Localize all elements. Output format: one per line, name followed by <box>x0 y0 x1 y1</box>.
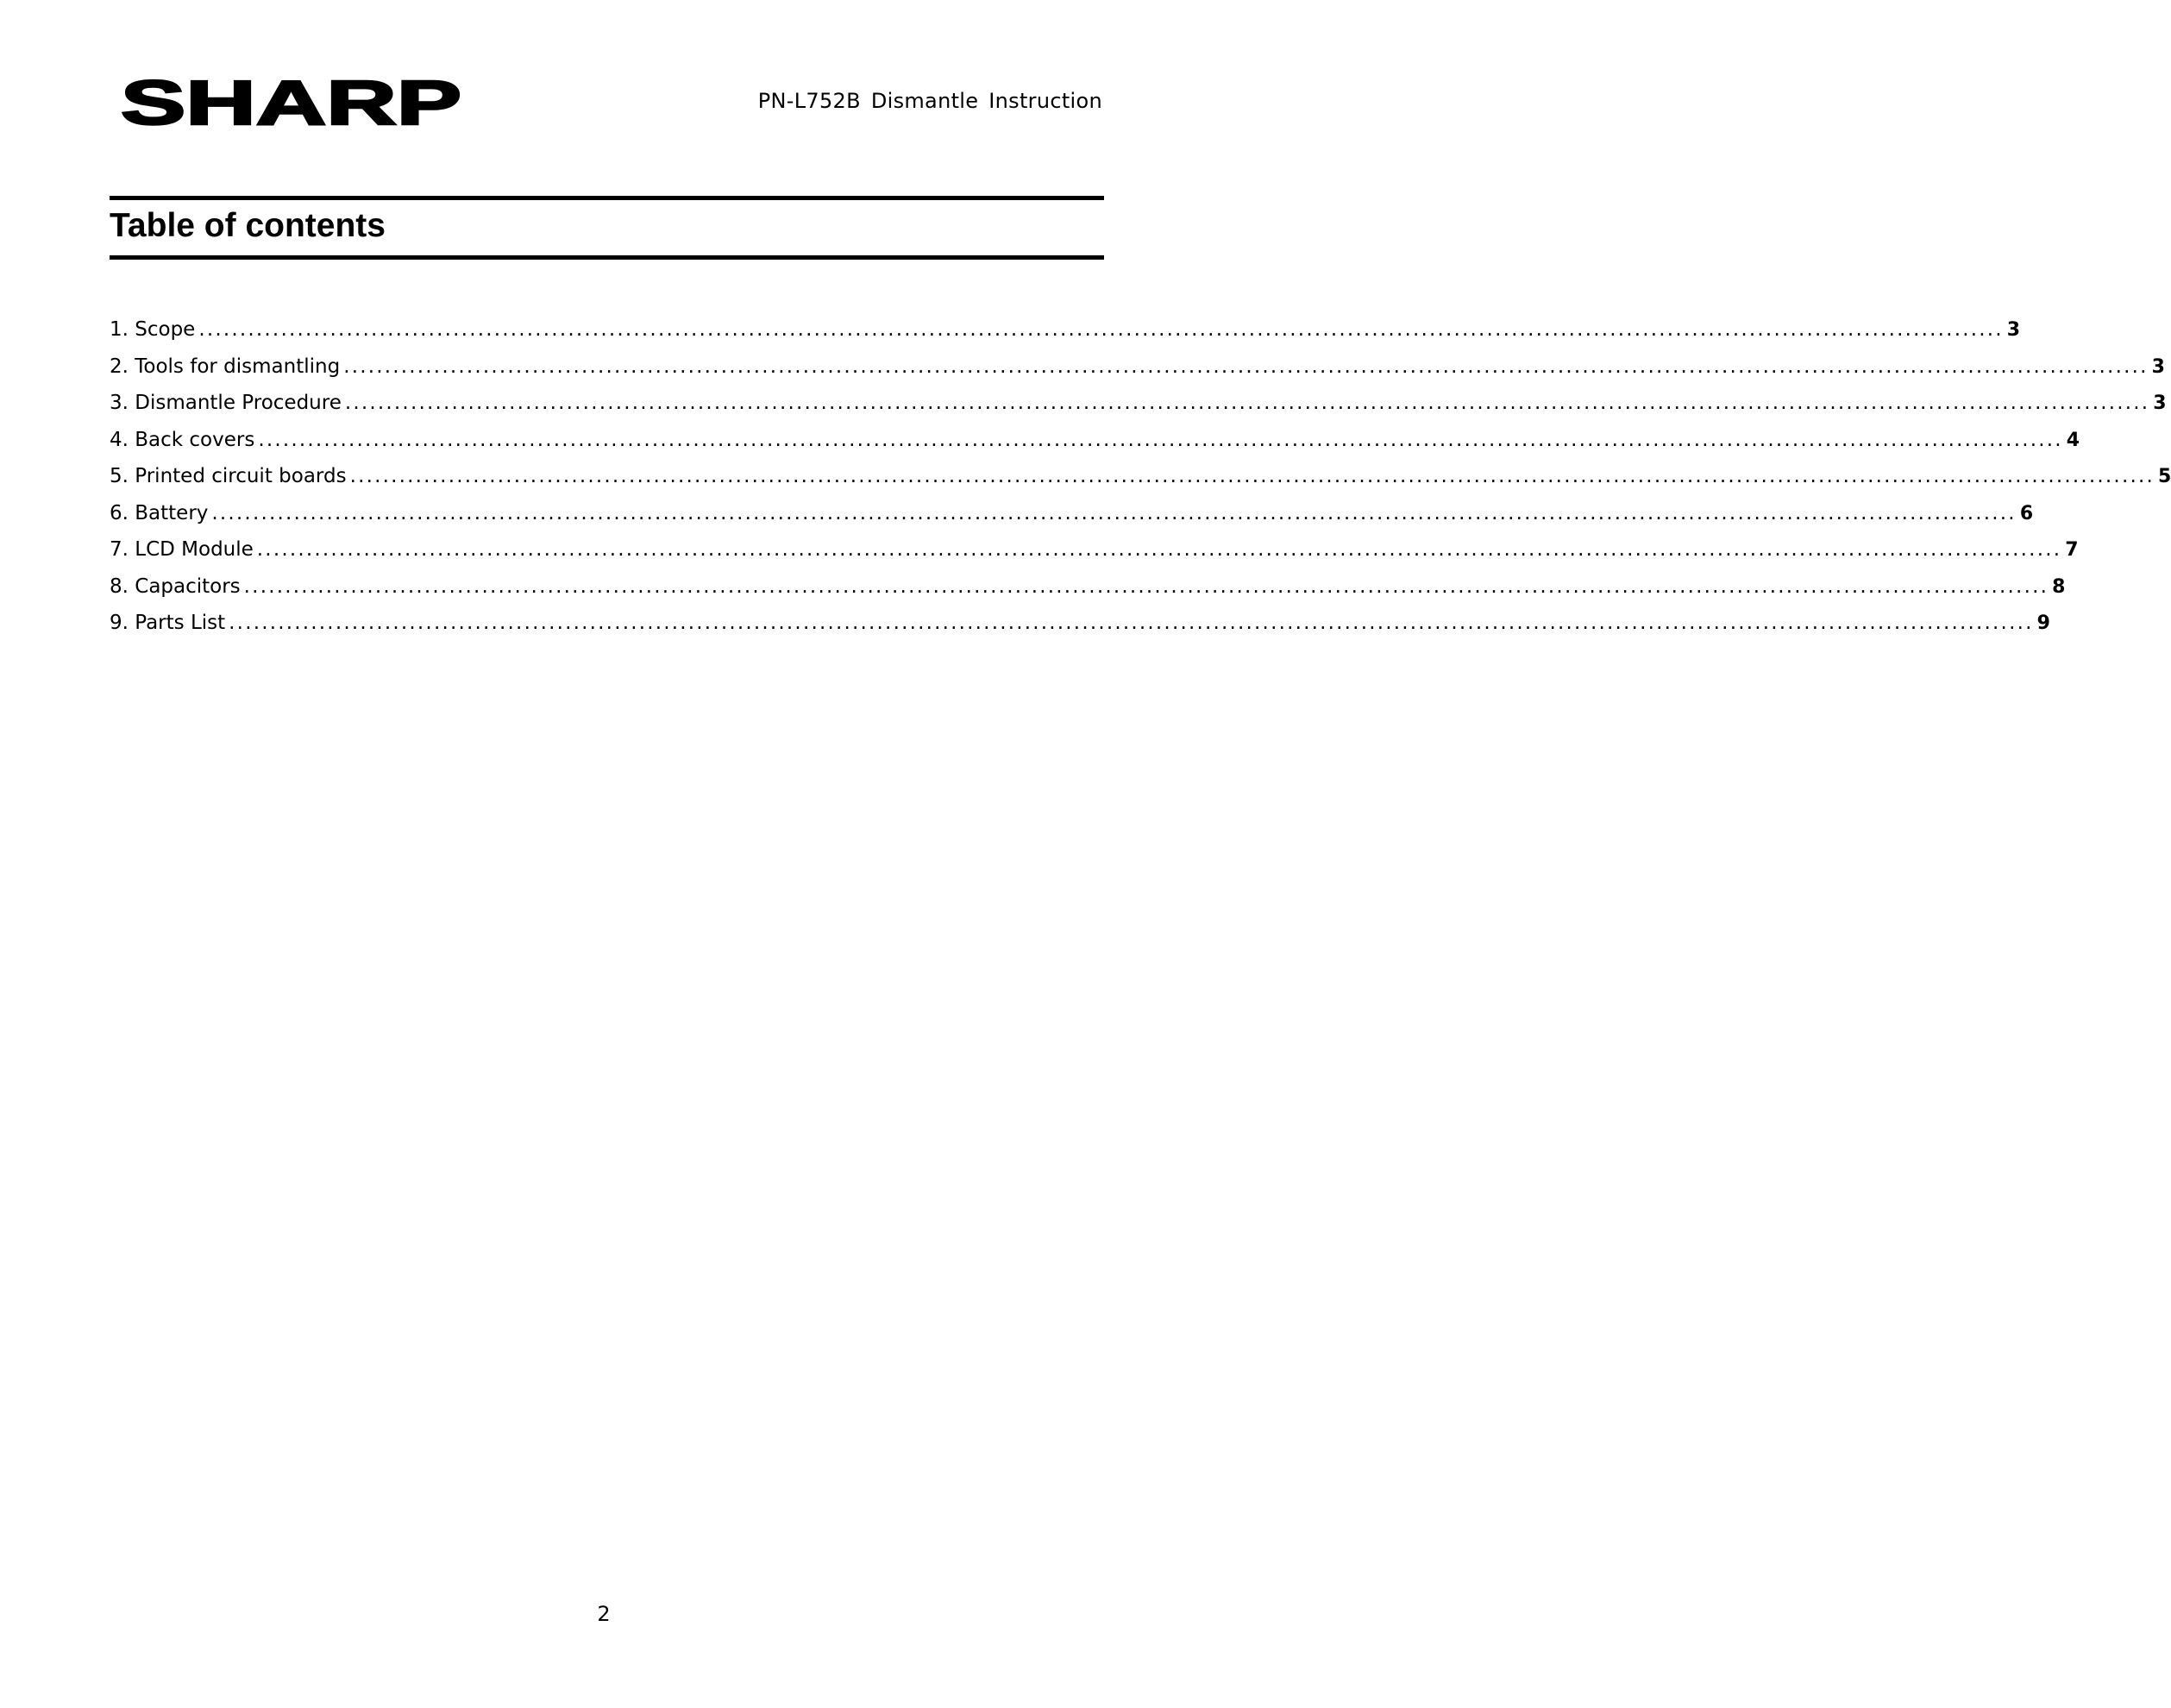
sharp-logo-graphic <box>121 69 466 138</box>
toc-entry[interactable] <box>110 499 2034 537</box>
toc-dot-leader: ............................................................................................................................................................................................................................ <box>211 501 2017 524</box>
toc-entry[interactable] <box>110 353 2165 390</box>
toc-entry-label: 1. Scope <box>110 318 196 341</box>
toc-entry-label: 7. LCD Module <box>110 538 254 561</box>
heading-bottom-rule <box>110 255 1104 260</box>
sharp-logo-wordmark: SHARP <box>121 69 461 138</box>
toc-entry-page: 6 <box>2019 502 2034 524</box>
toc-entry-label: 6. Battery <box>110 501 209 524</box>
document-title: PN-L752B Dismantle Instruction <box>757 89 1102 113</box>
toc-entry-label: 4. Back covers <box>110 428 255 451</box>
toc-entry-label: 2. Tools for dismantling <box>110 355 341 378</box>
toc-entry[interactable] <box>110 609 2050 646</box>
toc-entry-label: 5. Printed circuit boards <box>110 465 347 487</box>
toc-dot-leader: ............................................................................................................................................................................................................................ <box>229 612 2034 634</box>
toc-entry-page: 4 <box>2066 429 2080 451</box>
sharp-logo <box>121 69 466 138</box>
toc-dot-leader: ............................................................................................................................................................................................................................ <box>243 575 2049 598</box>
toc-entry[interactable] <box>110 389 2167 426</box>
toc-entry-page: 7 <box>2065 539 2079 561</box>
toc-entry-label: 8. Capacitors <box>110 575 241 598</box>
toc-entry-label: 3. Dismantle Procedure <box>110 392 342 414</box>
toc-entry-label: 9. Parts List <box>110 612 226 634</box>
toc-entry-page: 3 <box>2151 355 2165 378</box>
toc-entry[interactable] <box>110 536 2079 573</box>
toc-entry[interactable] <box>110 462 2171 499</box>
toc-entry-page: 8 <box>2052 575 2066 598</box>
toc-entry-page: 3 <box>2006 319 2021 341</box>
toc-dot-leader: ............................................................................................................................................................................................................................ <box>343 355 2149 378</box>
toc-dot-leader: ............................................................................................................................................................................................................................ <box>258 428 2063 451</box>
page-title: Table of contents <box>110 207 386 244</box>
toc-entry[interactable] <box>110 426 2080 463</box>
toc-entry[interactable] <box>110 316 2021 353</box>
toc-dot-leader: ............................................................................................................................................................................................................................ <box>344 392 2150 414</box>
toc-entry[interactable] <box>110 573 2066 610</box>
toc-dot-leader: ............................................................................................................................................................................................................................ <box>349 465 2155 487</box>
toc-dot-leader: ............................................................................................................................................................................................................................ <box>198 318 2004 341</box>
toc-entry-page: 9 <box>2036 612 2050 634</box>
heading-top-rule <box>110 196 1104 200</box>
toc-dot-leader: ............................................................................................................................................................................................................................ <box>256 538 2062 561</box>
toc-entry-page: 3 <box>2153 392 2167 414</box>
table-of-contents <box>110 316 2171 646</box>
toc-entry-page: 5 <box>2158 466 2171 487</box>
page-number: 2 <box>597 1602 611 1626</box>
